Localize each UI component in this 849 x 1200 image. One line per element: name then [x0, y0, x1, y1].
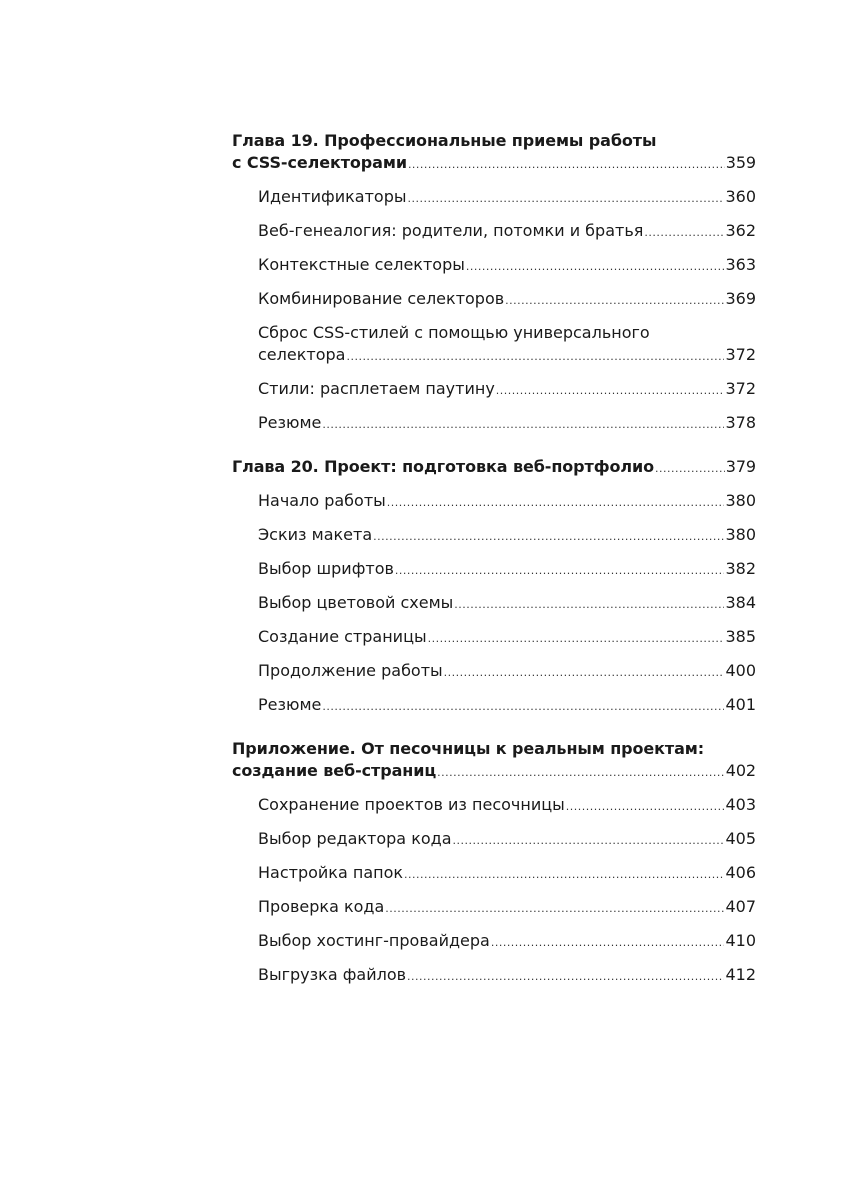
toc-entry — [232, 660, 756, 684]
entry-text: Резюме — [258, 413, 322, 432]
toc-entry — [232, 626, 756, 650]
page-number: 363 — [725, 255, 756, 274]
page-number: 372 — [725, 379, 756, 398]
dot-leader — [566, 794, 725, 818]
entry-text: Выбор цветовой схемы — [258, 593, 454, 612]
entry-text: Выбор шрифтов — [258, 559, 394, 578]
dot-leader — [408, 186, 725, 210]
page-number: 362 — [725, 221, 756, 240]
toc-entry — [232, 524, 756, 548]
toc-entry — [232, 490, 756, 514]
page-number: 401 — [725, 695, 756, 714]
chapter-title-line — [232, 152, 756, 176]
toc-entry — [232, 254, 756, 278]
entry-text: Создание страницы — [258, 627, 427, 646]
page-number: 378 — [725, 413, 756, 432]
entry-text: Проверка кода — [258, 897, 385, 916]
entry-text: Продолжение работы — [258, 661, 443, 680]
page-number: 359 — [725, 153, 756, 172]
entry-text: Контекстные селекторы — [258, 255, 465, 274]
dot-leader — [644, 220, 724, 244]
chapter-title-line1: Глава 19. Профессиональные приемы работы — [232, 131, 657, 150]
chapter-title-line2: создание веб-страниц — [232, 761, 437, 780]
dot-leader — [466, 254, 725, 278]
page-number: 402 — [725, 761, 756, 780]
entry-text: Эскиз макета — [258, 525, 373, 544]
page-number: 380 — [725, 491, 756, 510]
dot-leader — [491, 930, 725, 954]
page-number: 406 — [725, 863, 756, 882]
page-number: 380 — [725, 525, 756, 544]
dot-leader — [322, 694, 724, 718]
dot-leader — [407, 964, 724, 988]
chapter-entries — [232, 490, 756, 718]
entry-text: селектора — [258, 345, 346, 364]
dot-leader — [373, 524, 724, 548]
toc-entry-multiline — [232, 322, 756, 368]
dot-leader — [428, 626, 725, 650]
page-number: 379 — [725, 457, 756, 476]
chapter-title — [232, 456, 756, 480]
toc-entry — [232, 794, 756, 818]
entry-text: Сохранение проектов из песочницы — [258, 795, 565, 814]
dot-leader — [387, 490, 725, 514]
chapter-19 — [232, 130, 756, 436]
dot-leader — [385, 896, 724, 920]
chapter-title — [232, 738, 756, 784]
table-of-contents — [232, 130, 756, 998]
entry-text: Идентификаторы — [258, 187, 407, 206]
entry-line — [258, 344, 756, 368]
page-number: 385 — [725, 627, 756, 646]
entry-text: Начало работы — [258, 491, 386, 510]
toc-entry — [232, 862, 756, 886]
chapter-title-text: Глава 20. Проект: подготовка веб-портфолио — [232, 457, 654, 476]
dot-leader — [404, 862, 724, 886]
page-number: 369 — [725, 289, 756, 308]
page-number: 405 — [725, 829, 756, 848]
toc-entry — [232, 558, 756, 582]
chapter-20 — [232, 456, 756, 718]
dot-leader — [505, 288, 724, 312]
page-number: 400 — [725, 661, 756, 680]
chapter-title-line2: с CSS-селекторами — [232, 153, 407, 172]
entry-text: Выбор редактора кода — [258, 829, 452, 848]
toc-entry — [232, 694, 756, 718]
toc-entry — [232, 896, 756, 920]
entry-text: Выгрузка файлов — [258, 965, 407, 984]
toc-entry — [232, 220, 756, 244]
dot-leader — [496, 378, 725, 402]
dot-leader — [408, 152, 725, 176]
chapter-entries — [232, 794, 756, 988]
toc-entry — [232, 964, 756, 988]
entry-text: Комбинирование селекторов — [258, 289, 505, 308]
chapter-title-line — [232, 760, 756, 784]
entry-text: Выбор хостинг-провайдера — [258, 931, 490, 950]
page-number: 382 — [725, 559, 756, 578]
dot-leader — [322, 412, 724, 436]
dot-leader — [437, 760, 725, 784]
dot-leader — [655, 456, 725, 480]
page-number: 360 — [725, 187, 756, 206]
dot-leader — [444, 660, 725, 684]
page-number: 403 — [725, 795, 756, 814]
chapter-title-line1: Приложение. От песочницы к реальным проектам: — [232, 739, 705, 758]
dot-leader — [454, 592, 724, 616]
page-number: 384 — [725, 593, 756, 612]
toc-entry — [232, 930, 756, 954]
toc-entry — [232, 592, 756, 616]
entry-text-line1: Сброс CSS-стилей с помощью универсального — [258, 323, 650, 342]
dot-leader — [453, 828, 725, 852]
chapter-title — [232, 130, 756, 176]
page-number: 372 — [725, 345, 756, 364]
entry-text: Стили: расплетаем паутину — [258, 379, 495, 398]
entry-text: Настройка папок — [258, 863, 404, 882]
page-number: 410 — [725, 931, 756, 950]
entry-text: Резюме — [258, 695, 322, 714]
toc-entry — [232, 186, 756, 210]
page-number: 407 — [725, 897, 756, 916]
dot-leader — [346, 344, 724, 368]
toc-entry — [232, 378, 756, 402]
toc-entry — [232, 412, 756, 436]
toc-entry — [232, 828, 756, 852]
chapter-title-line — [232, 456, 756, 480]
chapter-entries — [232, 186, 756, 436]
page-number: 412 — [725, 965, 756, 984]
toc-entry — [232, 288, 756, 312]
entry-text: Веб-генеалогия: родители, потомки и братья — [258, 221, 644, 240]
appendix — [232, 738, 756, 988]
dot-leader — [395, 558, 725, 582]
